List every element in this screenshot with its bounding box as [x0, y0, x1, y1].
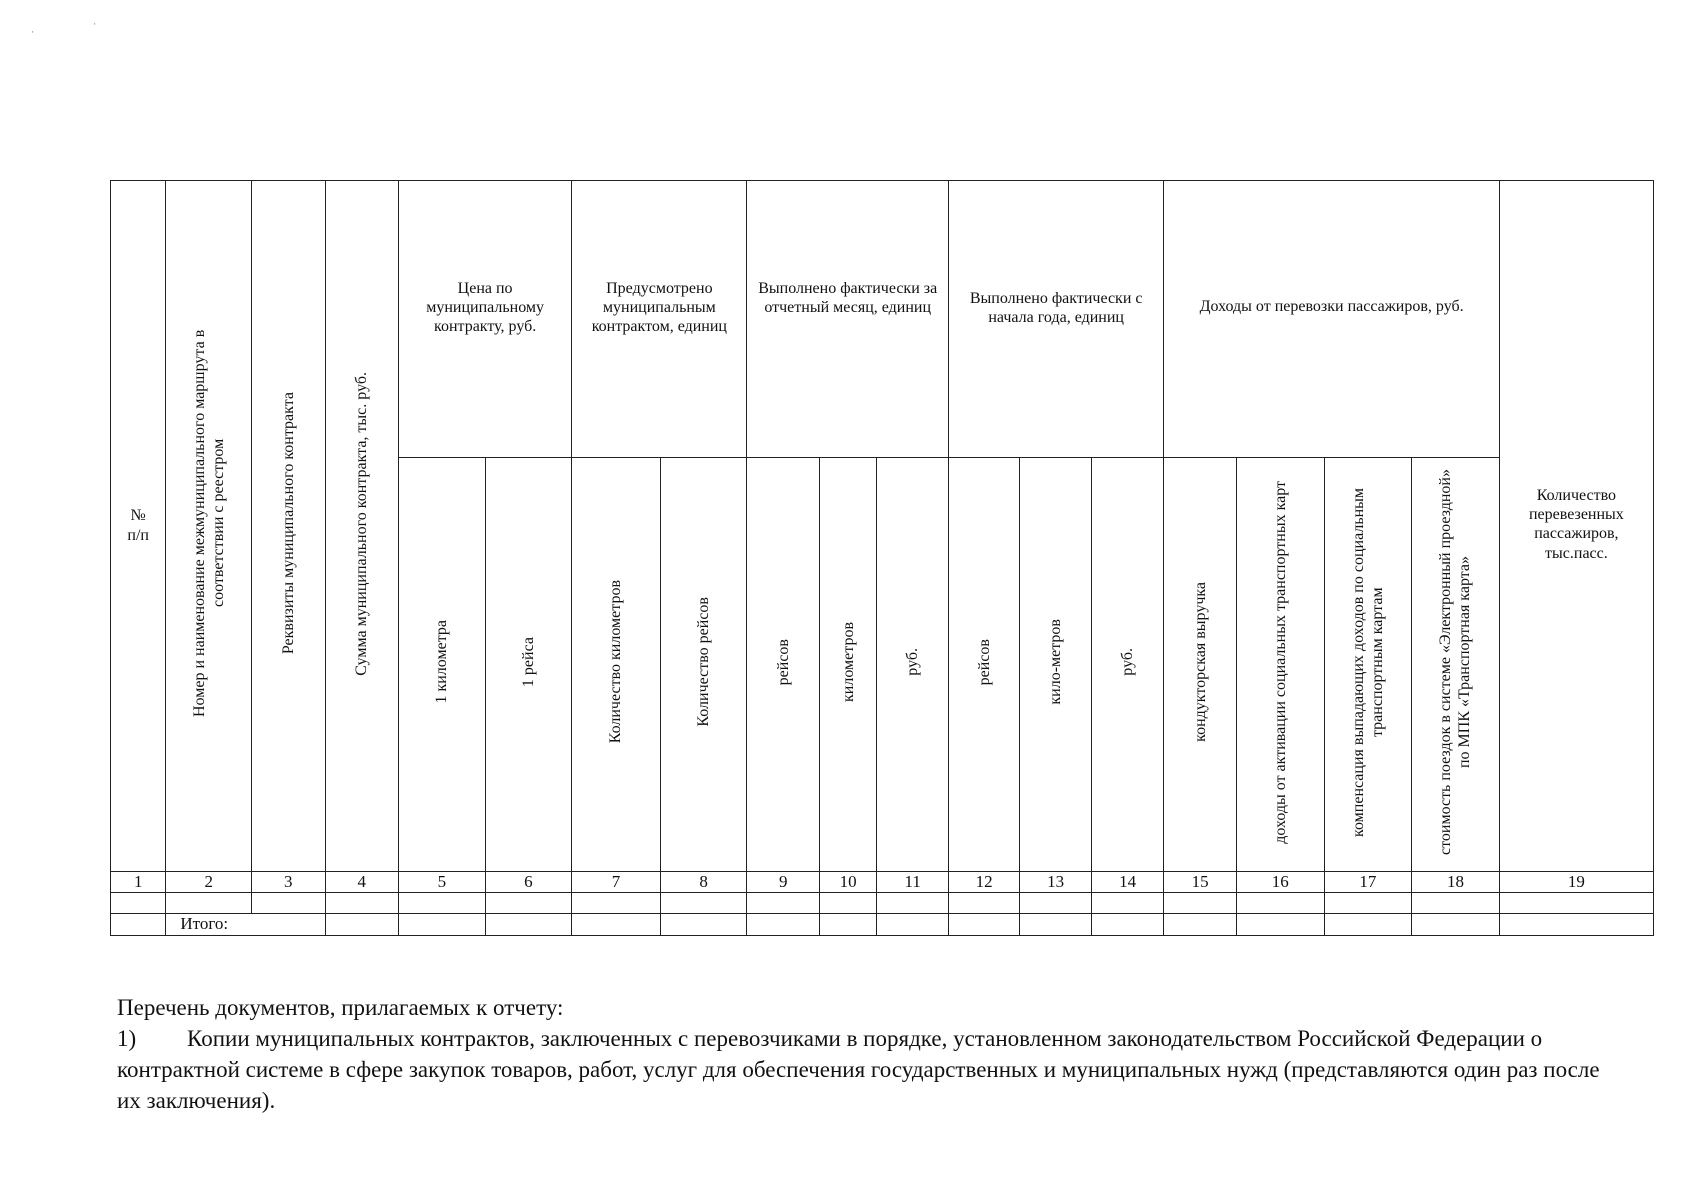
column-number: 5 — [399, 872, 486, 893]
table-cell[interactable] — [1236, 893, 1324, 914]
table-row-empty — [111, 893, 1654, 914]
column-number: 6 — [485, 872, 572, 893]
column-number: 8 — [660, 872, 747, 893]
table-cell[interactable] — [1236, 914, 1324, 935]
scan-mark: ' — [32, 30, 34, 39]
table-cell[interactable] — [572, 893, 661, 914]
header-month-group: Выполнено фактически за отчетный месяц, единиц — [747, 181, 948, 458]
table-cell[interactable] — [572, 914, 661, 935]
table-cell[interactable] — [660, 914, 747, 935]
column-number: 16 — [1236, 872, 1324, 893]
table-cell[interactable] — [1020, 893, 1092, 914]
header-row-groups — [111, 181, 1654, 458]
table-cell[interactable] — [819, 893, 876, 914]
table-cell[interactable] — [1091, 914, 1164, 935]
notes-item-number: 1) — [117, 1026, 137, 1051]
header-income-conductor: кондукторская выручка — [1164, 458, 1237, 872]
table-cell[interactable] — [111, 893, 166, 914]
table-cell[interactable] — [399, 893, 486, 914]
header-month-trips: рейсов — [747, 458, 820, 872]
table-cell[interactable] — [325, 893, 399, 914]
column-number: 7 — [572, 872, 661, 893]
table-cell[interactable] — [1091, 893, 1164, 914]
table-cell[interactable] — [1499, 893, 1653, 914]
header-planned-trips: Количество рейсов — [660, 458, 747, 872]
header-income-group: Доходы от перевозки пассажиров, руб. — [1164, 181, 1499, 458]
table-cell[interactable] — [1412, 914, 1500, 935]
header-planned-km: Количество километров — [572, 458, 661, 872]
attached-documents-section — [117, 992, 1617, 1116]
header-month-rub: руб. — [877, 458, 949, 872]
notes-item-text: Копии муниципальных контрактов, заключенных с перевозчиками в порядке, установленном законодательством Российской Федерации о контрактной системе в сфере закупок товаров, работ, услуг для обеспечения государственных и муниципальных нужд (представляются один раз после их заключения). — [117, 1026, 1600, 1113]
table-cell[interactable] — [166, 893, 252, 914]
header-planned-group: Предусмотрено муниципальным контрактом, единиц — [572, 181, 747, 458]
column-number: 19 — [1499, 872, 1653, 893]
header-contract-details: Реквизиты муниципального контракта — [251, 181, 325, 872]
column-number: 17 — [1324, 872, 1412, 893]
header-month-km: километров — [819, 458, 876, 872]
column-number: 9 — [747, 872, 820, 893]
total-row — [111, 914, 1654, 935]
table-cell[interactable] — [819, 914, 876, 935]
table-cell[interactable] — [747, 914, 820, 935]
header-contract-sum: Сумма муниципального контракта, тыс. руб. — [325, 181, 399, 872]
header-year-rub: руб. — [1091, 458, 1164, 872]
column-number: 11 — [877, 872, 949, 893]
header-price-group: Цена по муниципальному контракту, руб. — [399, 181, 572, 458]
header-year-km: кило-метров — [1020, 458, 1092, 872]
table-cell[interactable] — [948, 893, 1020, 914]
column-number: 14 — [1091, 872, 1164, 893]
header-route: Номер и наименование межмуниципального маршрута в соответствии с реестром — [166, 181, 252, 872]
table-cell[interactable] — [747, 893, 820, 914]
report-table — [110, 180, 1654, 936]
total-label: Итого: — [166, 914, 325, 935]
header-num: № п/п — [111, 181, 166, 872]
column-number: 12 — [948, 872, 1020, 893]
column-number: 3 — [251, 872, 325, 893]
header-price-trip: 1 рейса — [485, 458, 572, 872]
notes-item-1 — [117, 1023, 1617, 1116]
table-cell[interactable] — [877, 893, 949, 914]
header-year-group: Выполнено фактически с начала года, единиц — [948, 181, 1164, 458]
column-number: 18 — [1412, 872, 1500, 893]
column-number-row — [111, 872, 1654, 893]
table-cell[interactable] — [251, 893, 325, 914]
table-cell[interactable] — [485, 893, 572, 914]
column-number: 15 — [1164, 872, 1237, 893]
table-cell[interactable] — [1020, 914, 1092, 935]
header-income-compensation: компенсация выпадающих доходов по социальным транспортным картам — [1324, 458, 1412, 872]
column-number: 2 — [166, 872, 252, 893]
table-cell[interactable] — [1324, 893, 1412, 914]
table-cell[interactable] — [111, 914, 166, 935]
table-cell[interactable] — [325, 914, 399, 935]
header-income-ecard: стоимость поездок в системе «Электронный проездной» по МПК «Транспортная карта» — [1412, 458, 1500, 872]
header-year-trips: рейсов — [948, 458, 1020, 872]
column-number: 10 — [819, 872, 876, 893]
table-cell[interactable] — [660, 893, 747, 914]
table-cell[interactable] — [948, 914, 1020, 935]
table-cell[interactable] — [1164, 914, 1237, 935]
table-cell[interactable] — [399, 914, 486, 935]
header-income-social: доходы от активации социальных транспортных карт — [1236, 458, 1324, 872]
notes-heading: Перечень документов, прилагаемых к отчету: — [117, 995, 564, 1020]
column-number: 13 — [1020, 872, 1092, 893]
table-cell[interactable] — [1499, 914, 1653, 935]
table-cell[interactable] — [877, 914, 949, 935]
table-cell[interactable] — [485, 914, 572, 935]
scan-mark: ' — [94, 22, 96, 31]
table-cell[interactable] — [1412, 893, 1500, 914]
column-number: 1 — [111, 872, 166, 893]
table-cell[interactable] — [1324, 914, 1412, 935]
header-price-km: 1 километра — [399, 458, 486, 872]
table-cell[interactable] — [1164, 893, 1237, 914]
header-passengers: Количество перевезенных пассажиров, тыс.пасс. — [1499, 181, 1653, 872]
column-number: 4 — [325, 872, 399, 893]
